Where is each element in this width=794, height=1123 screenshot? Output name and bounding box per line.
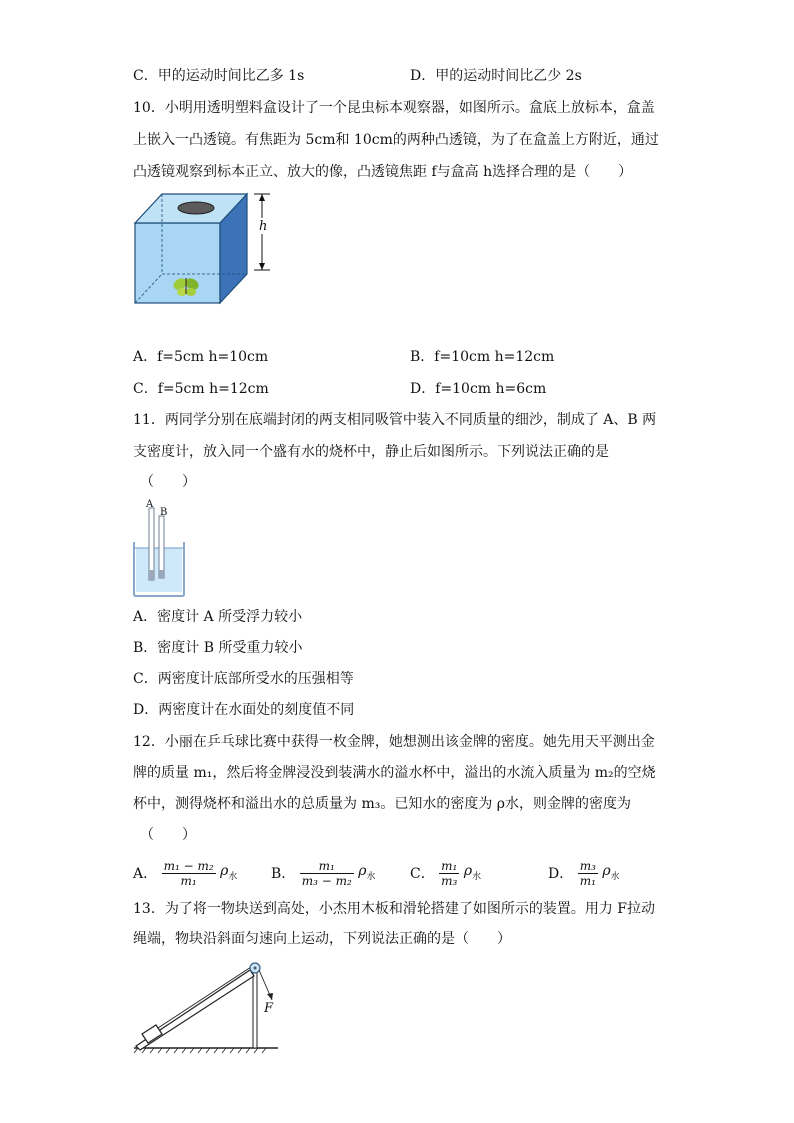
q11-option-d: D．两密度计在水面处的刻度值不同 <box>133 702 355 718</box>
q10-figure-label-h: h <box>259 219 268 234</box>
q12-option-b-fraction <box>300 859 354 888</box>
rope-line <box>158 967 251 1028</box>
q12-option-a-fraction <box>162 859 216 888</box>
q12-stem-line-2: 牌的质量 m₁，然后将金牌浸没到装满水的溢水杯中，溢出的水流入质量为 m₂的空烧 <box>133 765 656 781</box>
q11-option-a: A．密度计 A 所受浮力较小 <box>133 609 303 625</box>
fraction-numerator: m₃ <box>579 859 596 874</box>
fraction-denominator: m₃ <box>441 874 458 889</box>
fraction-numerator: m₁ − m₂ <box>163 859 214 874</box>
support-post <box>253 972 257 1048</box>
q12-option-a-label: A． <box>133 865 158 882</box>
q10-observation-box-figure <box>130 188 290 308</box>
q12-stem-line-3: 杯中，测得烧杯和溢出水的总质量为 m₃。已知水的密度为 ρ水，则金牌的密度为 <box>133 796 632 812</box>
q12-option-c <box>410 852 481 896</box>
q12-option-c-fraction <box>439 859 459 888</box>
q12-option-b <box>271 852 376 896</box>
q11-figure-label-b: B <box>160 507 168 518</box>
density-meter-b <box>159 516 164 578</box>
fraction-numerator: m₁ <box>300 859 354 874</box>
q10-option-a: A．f=5cm h=10cm <box>133 349 269 365</box>
q12-option-d-fraction <box>578 859 598 888</box>
q12-option-d <box>548 852 620 896</box>
q12-answer-blank: （ ） <box>140 827 196 843</box>
q12-option-c-label: C． <box>410 865 435 882</box>
q13-stem-line-1: 13．为了将一物块送到高处，小杰用木板和滑轮搭建了如图所示的装置。用力 F拉动 <box>133 901 655 917</box>
q9-option-d: D．甲的运动时间比乙少 2s <box>410 68 582 84</box>
fraction-denominator: m₁ <box>579 874 596 889</box>
q13-figure-label-f: F <box>264 1001 274 1016</box>
water-density-symbol: $\rho_水$ <box>358 863 376 882</box>
water-density-symbol: $\rho_水$ <box>463 863 482 882</box>
q11-answer-blank: （ ） <box>140 474 196 490</box>
q10-stem-line-1: 10．小明用透明塑料盒设计了一个昆虫标本观察器，如图所示。盒底上放标本，盒盖 <box>133 100 655 116</box>
q11-stem-line-2: 支密度计，放入同一个盛有水的烧杯中，静止后如图所示。下列说法正确的是 <box>133 444 609 460</box>
q11-option-c: C．两密度计底部所受水的压强相等 <box>133 671 354 687</box>
q10-stem-line-3: 凸透镜观察到标本正立、放大的像，凸透镜焦距 f与盒高 h选择合理的是（ ） <box>133 164 633 180</box>
q12-stem-line-1: 12．小丽在乒乓球比赛中获得一枚金牌，她想测出该金牌的密度。她先用天平测出金 <box>133 734 655 750</box>
water-density-symbol: $\rho_水$ <box>220 863 238 882</box>
q10-stem-line-2: 上嵌入一凸透镜。有焦距为 5cm和 10cm的两种凸透镜，为了在盒盖上方附近，通过 <box>133 132 659 148</box>
density-meter-a <box>149 508 154 580</box>
q10-option-c: C．f=5cm h=12cm <box>133 381 269 397</box>
q11-stem-line-1: 11．两同学分别在底端封闭的两支相同吸管中装入不同质量的细沙，制成了 A、B 两 <box>133 412 657 428</box>
q10-option-b: B．f=10cm h=12cm <box>410 349 555 365</box>
fraction-denominator: m₃ − m₂ <box>301 874 352 889</box>
fraction-numerator: m₁ <box>441 859 458 874</box>
fraction-denominator: m₁ <box>180 874 197 889</box>
water-density-symbol: $\rho_水$ <box>602 863 620 882</box>
q12-option-d-label: D． <box>548 865 574 882</box>
q13-stem-line-2: 绳端，物块沿斜面匀速向上运动，下列说法正确的是（ ） <box>133 931 511 947</box>
q11-option-b: B．密度计 B 所受重力较小 <box>133 640 303 656</box>
q12-option-b-label: B． <box>271 865 296 882</box>
q13-incline-pulley-figure <box>132 958 282 1054</box>
q11-figure-label-a: A <box>146 499 154 510</box>
lens-icon <box>178 202 214 214</box>
q9-option-c: C．甲的运动时间比乙多 1s <box>133 68 305 84</box>
q10-option-d: D．f=10cm h=6cm <box>410 381 547 397</box>
q12-option-a <box>133 852 237 896</box>
